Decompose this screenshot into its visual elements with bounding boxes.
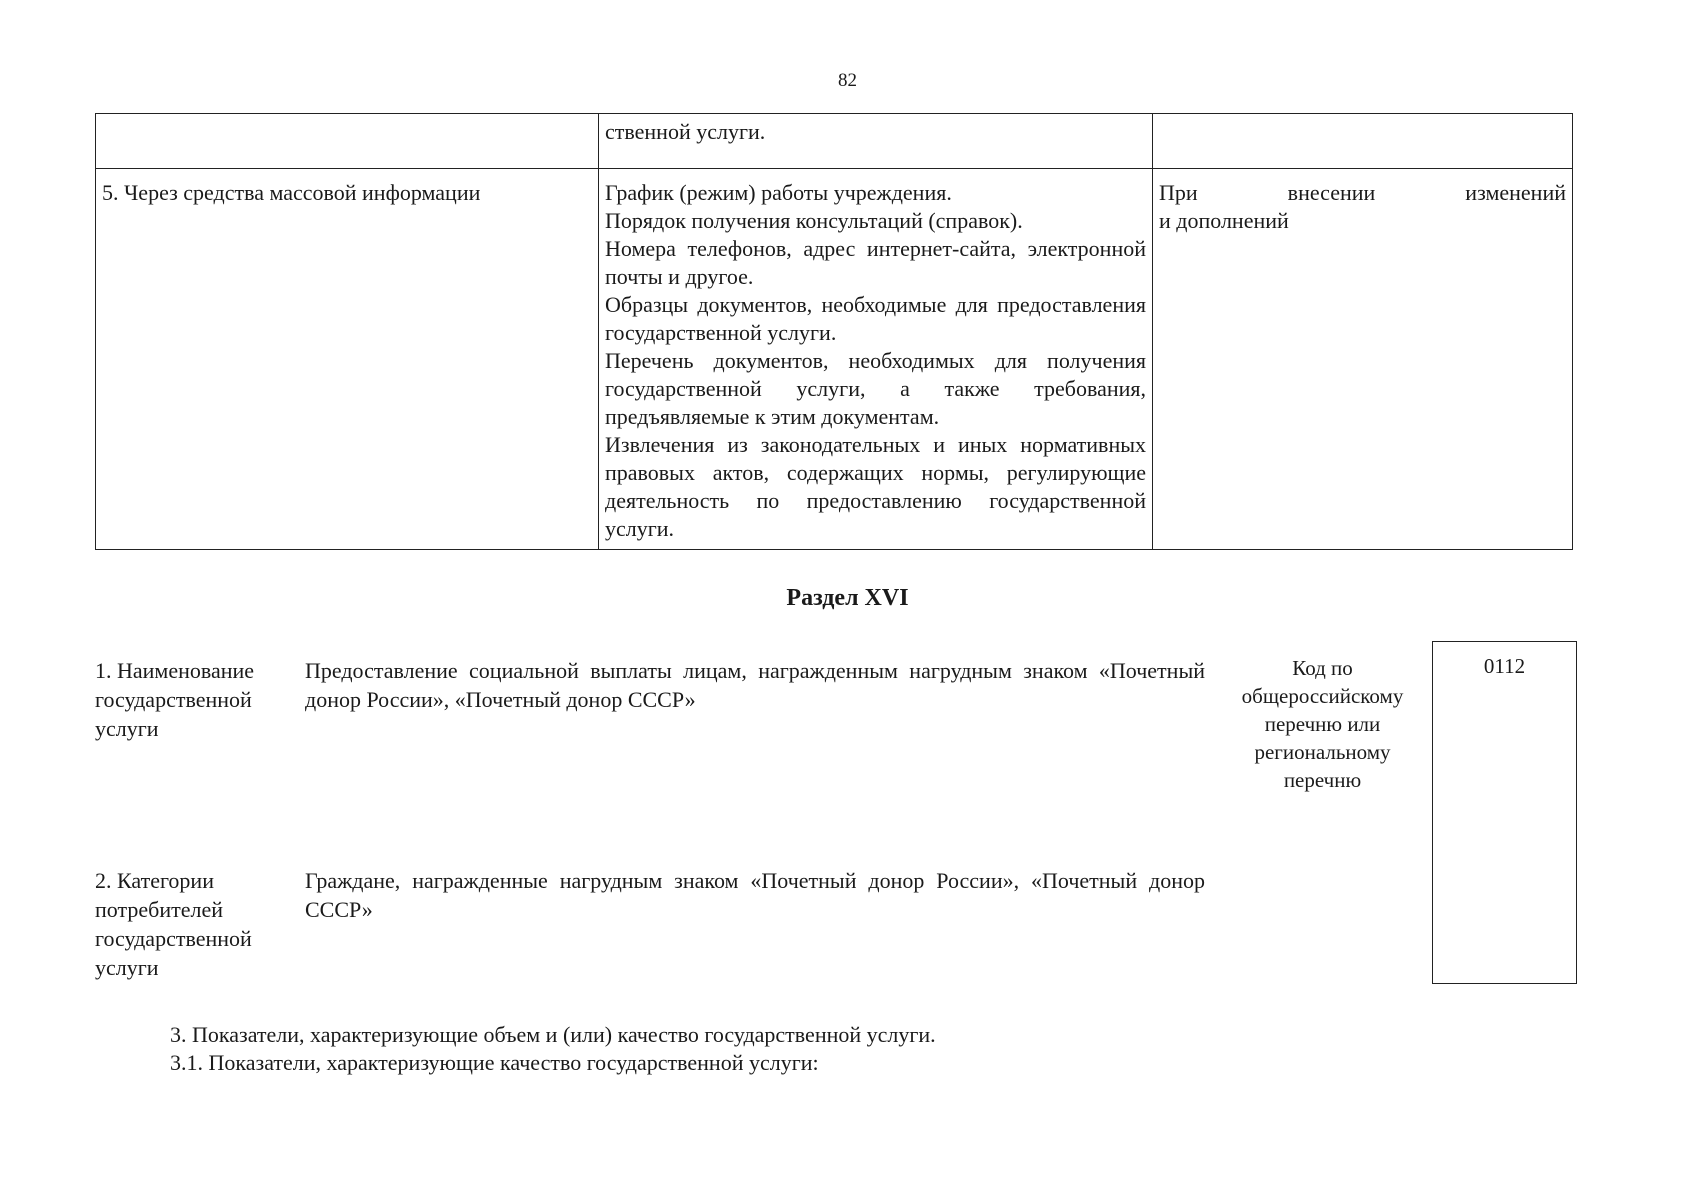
indicator-heading: 3. Показатели, характеризующие объем и (или) качество государственной услуги. bbox=[170, 1022, 936, 1047]
indicator-subheading: 3.1. Показатели, характеризующие качество государственной услуги: bbox=[170, 1050, 819, 1075]
method-text: 5. Через средства массовой информации bbox=[102, 180, 481, 205]
content-line: Номера телефонов, адрес интернет-сайта, электронной почты и другое. bbox=[605, 236, 1146, 289]
page-number: 82 bbox=[838, 70, 857, 91]
code-label: Код по общероссийскому перечню или региональному перечню bbox=[1241, 656, 1404, 792]
table-row bbox=[96, 169, 1573, 550]
table-cell-content: ственной услуги. bbox=[599, 114, 1153, 169]
table-row bbox=[96, 114, 1573, 169]
code-box bbox=[1432, 641, 1577, 984]
section-title: Раздел XVI bbox=[786, 585, 909, 611]
consumer-category-value: Граждане, награжденные нагрудным знаком «Почетный донор России», «Почетный донор СССР» bbox=[305, 868, 1205, 922]
table-cell-content bbox=[599, 169, 1153, 550]
content-line: Перечень документов, необходимых для получения государственной услуги, а также требования, предъявляемые к этим документам. bbox=[605, 348, 1146, 429]
frequency-text: и дополнений bbox=[1159, 208, 1289, 233]
consumer-category-label: 2. Категории потребителей государственной услуги bbox=[95, 868, 252, 980]
frequency-text: При внесении изменений bbox=[1159, 180, 1566, 205]
table-cell-frequency bbox=[1153, 114, 1573, 169]
code-value: 0112 bbox=[1483, 654, 1526, 678]
content-line: Порядок получения консультаций (справок). bbox=[605, 208, 1023, 233]
table-cell-method bbox=[96, 114, 599, 169]
service-name-value: Предоставление социальной выплаты лицам, награжденным нагрудным знаком «Почетный донор России», «Почетный донор СССР» bbox=[305, 658, 1205, 712]
table-cell-method bbox=[96, 169, 599, 550]
service-name-label: 1. Наименование государственной услуги bbox=[95, 658, 255, 741]
content-line: Образцы документов, необходимые для предоставления государственной услуги. bbox=[605, 292, 1146, 345]
information-table bbox=[95, 113, 1573, 550]
table-cell-frequency bbox=[1153, 169, 1573, 550]
content-line: Извлечения из законодательных и иных нормативных правовых актов, содержащих нормы, регулирующие деятельность по предоставлению государственной услуги. bbox=[605, 432, 1146, 541]
content-line: График (режим) работы учреждения. bbox=[605, 180, 952, 205]
